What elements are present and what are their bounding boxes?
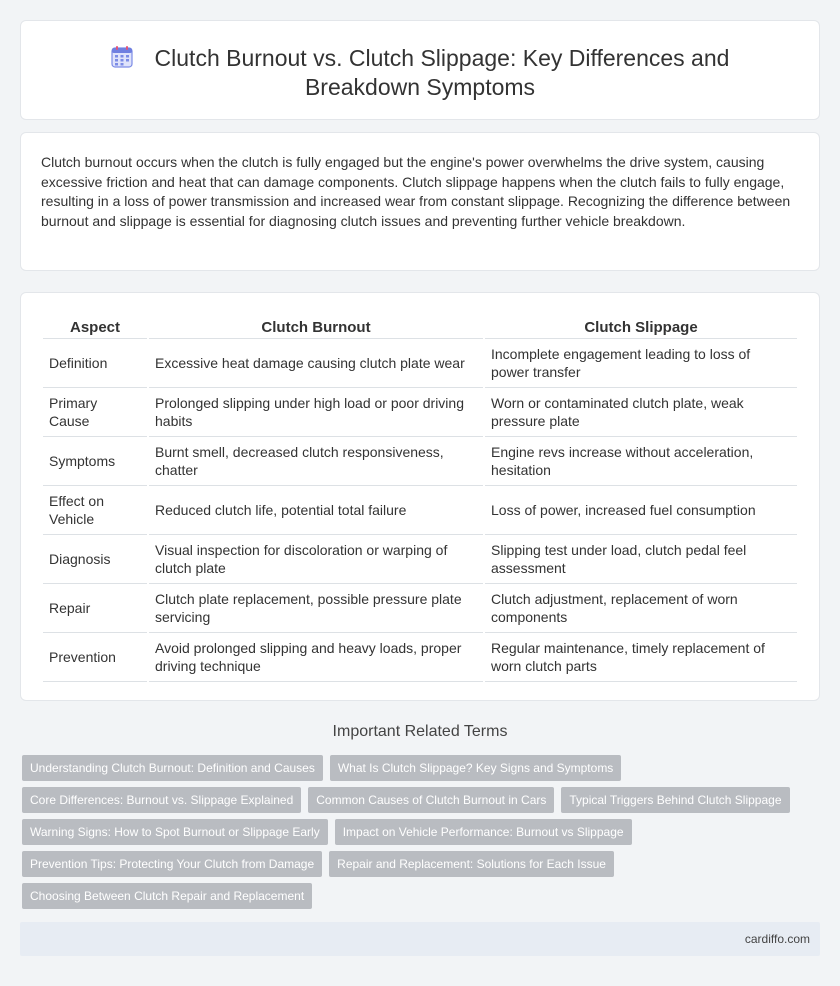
page-title [21, 44, 819, 102]
comparison-card [20, 292, 820, 701]
title-line-2: Breakdown Symptoms [304, 74, 536, 100]
calendar-icon [111, 46, 133, 68]
intro-paragraph: Clutch burnout occurs when the clutch is fully engaged but the engine's power overwhelms the drive system, causing excessive friction and heat that can damage components. Clutch slippage happens when the clutch fails to fully engage, resulting in a loss of power transmission and increased wear from constant slippage. Recognizing the difference between burnout and slippage is essential for diagnosing clutch issues and preventing further vehicle breakdown. [41, 154, 791, 229]
related-term-link[interactable]: Core Differences: Burnout vs. Slippage Explained [22, 787, 301, 813]
tag-row [22, 819, 802, 845]
related-term-link[interactable]: Impact on Vehicle Performance: Burnout vs Slippage [335, 819, 632, 845]
title-card [20, 20, 820, 120]
row-slippage: Clutch adjustment, replacement of worn components [485, 584, 797, 633]
related-term-link[interactable]: Warning Signs: How to Spot Burnout or Slippage Early [22, 819, 328, 845]
table-header-row [43, 315, 797, 339]
row-slippage: Loss of power, increased fuel consumption [485, 486, 797, 535]
row-aspect: Prevention [43, 633, 147, 682]
table-row [43, 633, 797, 682]
table-row [43, 535, 797, 584]
tag-row [22, 851, 802, 877]
table-row [43, 486, 797, 535]
tag-row [22, 755, 802, 781]
row-slippage: Slipping test under load, clutch pedal feel assessment [485, 535, 797, 584]
row-burnout: Reduced clutch life, potential total failure [149, 486, 483, 535]
row-burnout: Visual inspection for discoloration or warping of clutch plate [149, 535, 483, 584]
row-burnout: Clutch plate replacement, possible pressure plate servicing [149, 584, 483, 633]
row-aspect: Primary Cause [43, 388, 147, 437]
footer-site-link[interactable]: cardiffo.com [744, 932, 810, 946]
row-slippage: Regular maintenance, timely replacement of worn clutch parts [485, 633, 797, 682]
related-terms-heading: Important Related Terms [332, 723, 508, 740]
row-burnout: Excessive heat damage causing clutch plate wear [149, 339, 483, 388]
row-burnout: Prolonged slipping under high load or poor driving habits [149, 388, 483, 437]
related-terms-list [22, 755, 802, 915]
table-row [43, 584, 797, 633]
header-aspect: Aspect [43, 315, 147, 339]
footer [20, 922, 820, 956]
related-term-link[interactable]: Repair and Replacement: Solutions for Each Issue [329, 851, 614, 877]
related-term-link[interactable]: Typical Triggers Behind Clutch Slippage [561, 787, 789, 813]
related-term-link[interactable]: Choosing Between Clutch Repair and Replacement [22, 883, 312, 909]
title-line-1: Clutch Burnout vs. Clutch Slippage: Key Differences and [154, 45, 730, 71]
row-aspect: Diagnosis [43, 535, 147, 584]
table-row [43, 339, 797, 388]
row-burnout: Burnt smell, decreased clutch responsiveness, chatter [149, 437, 483, 486]
row-aspect: Definition [43, 339, 147, 388]
intro-card [20, 132, 820, 271]
row-burnout: Avoid prolonged slipping and heavy loads, proper driving technique [149, 633, 483, 682]
header-clutch-burnout: Clutch Burnout [149, 315, 483, 339]
row-slippage: Worn or contaminated clutch plate, weak pressure plate [485, 388, 797, 437]
row-aspect: Symptoms [43, 437, 147, 486]
row-slippage: Engine revs increase without acceleration, hesitation [485, 437, 797, 486]
table-row [43, 388, 797, 437]
comparison-table [41, 315, 799, 682]
related-term-link[interactable]: What Is Clutch Slippage? Key Signs and Symptoms [330, 755, 621, 781]
header-clutch-slippage: Clutch Slippage [485, 315, 797, 339]
tag-row [22, 883, 802, 909]
row-aspect: Repair [43, 584, 147, 633]
related-term-link[interactable]: Understanding Clutch Burnout: Definition and Causes [22, 755, 323, 781]
related-term-link[interactable]: Prevention Tips: Protecting Your Clutch from Damage [22, 851, 322, 877]
tag-row [22, 787, 802, 813]
row-slippage: Incomplete engagement leading to loss of power transfer [485, 339, 797, 388]
related-term-link[interactable]: Common Causes of Clutch Burnout in Cars [308, 787, 554, 813]
row-aspect: Effect on Vehicle [43, 486, 147, 535]
table-row [43, 437, 797, 486]
